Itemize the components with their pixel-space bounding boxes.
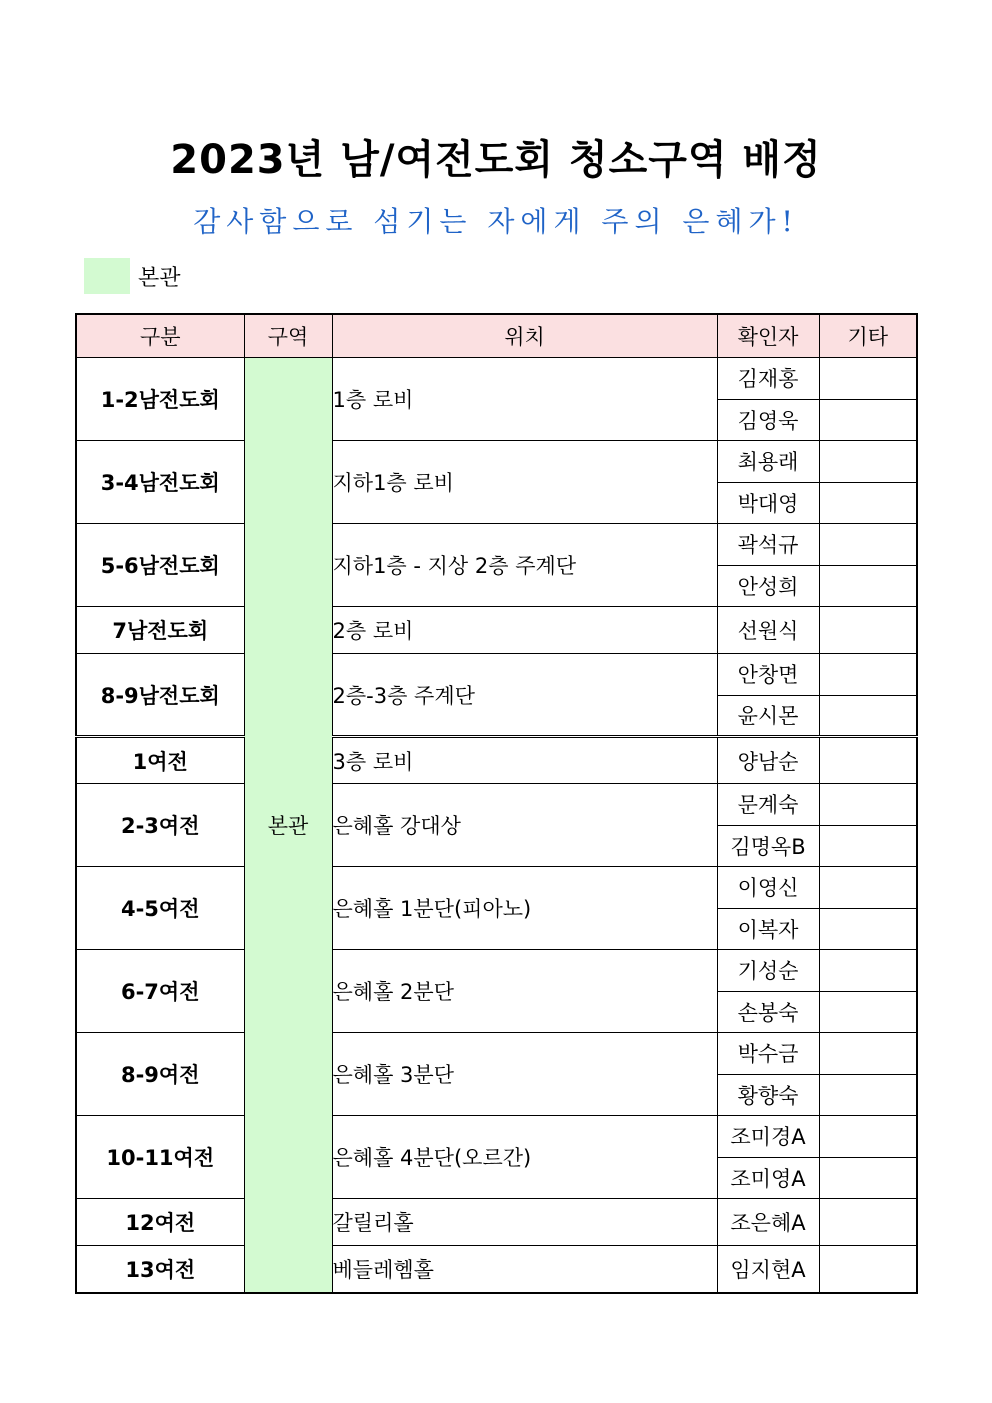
group-cell: 10-11여전 [76, 1116, 244, 1199]
location-cell: 은혜홀 3분단 [332, 1033, 717, 1116]
group-cell: 8-9여전 [76, 1033, 244, 1116]
group-cell: 2-3여전 [76, 784, 244, 867]
checker-cell: 윤시몬 [717, 695, 819, 737]
header-group: 구분 [76, 314, 244, 358]
etc-cell[interactable] [819, 991, 917, 1033]
etc-cell[interactable] [819, 908, 917, 950]
legend-swatch [84, 258, 130, 294]
etc-cell[interactable] [819, 524, 917, 566]
location-cell: 갈릴리홀 [332, 1199, 717, 1246]
table-row [76, 1033, 917, 1075]
checker-cell: 문계숙 [717, 784, 819, 826]
etc-cell[interactable] [819, 441, 917, 483]
etc-cell[interactable] [819, 1199, 917, 1246]
table-row [76, 784, 917, 826]
checker-cell: 박수금 [717, 1033, 819, 1075]
location-cell: 은혜홀 강대상 [332, 784, 717, 867]
checker-cell: 곽석규 [717, 524, 819, 566]
etc-cell[interactable] [819, 737, 917, 784]
zone-cell: 본관 [244, 358, 332, 1293]
group-cell: 13여전 [76, 1246, 244, 1293]
checker-cell: 임지현A [717, 1246, 819, 1293]
etc-cell[interactable] [819, 867, 917, 909]
table-row [76, 1116, 917, 1158]
checker-cell: 이복자 [717, 908, 819, 950]
checker-cell: 선원식 [717, 607, 819, 654]
etc-cell[interactable] [819, 784, 917, 826]
etc-cell[interactable] [819, 482, 917, 524]
location-cell: 지하1층 - 지상 2층 주계단 [332, 524, 717, 607]
group-cell: 5-6남전도회 [76, 524, 244, 607]
checker-cell: 김영욱 [717, 399, 819, 441]
location-cell: 베들레헴홀 [332, 1246, 717, 1293]
checker-cell: 이영신 [717, 867, 819, 909]
header-zone: 구역 [244, 314, 332, 358]
header-checker: 확인자 [717, 314, 819, 358]
etc-cell[interactable] [819, 695, 917, 737]
table-row [76, 654, 917, 696]
etc-cell[interactable] [819, 1033, 917, 1075]
checker-cell: 김명옥B [717, 825, 819, 867]
etc-cell[interactable] [819, 565, 917, 607]
checker-cell: 조미경A [717, 1116, 819, 1158]
group-cell: 6-7여전 [76, 950, 244, 1033]
etc-cell[interactable] [819, 358, 917, 400]
etc-cell[interactable] [819, 825, 917, 867]
etc-cell[interactable] [819, 1116, 917, 1158]
location-cell: 지하1층 로비 [332, 441, 717, 524]
group-cell: 12여전 [76, 1199, 244, 1246]
checker-cell: 황향숙 [717, 1074, 819, 1116]
legend-label: 본관 [138, 265, 181, 291]
etc-cell[interactable] [819, 399, 917, 441]
checker-cell: 안창면 [717, 654, 819, 696]
table-row [76, 1199, 917, 1246]
page-title: 2023년 남/여전도회 청소구역 배정 [170, 137, 822, 183]
checker-cell: 손봉숙 [717, 991, 819, 1033]
group-cell: 1여전 [76, 737, 244, 784]
checker-cell: 최용래 [717, 441, 819, 483]
header-location: 위치 [332, 314, 717, 358]
table-row [76, 524, 917, 566]
table-row [76, 1246, 917, 1293]
etc-cell[interactable] [819, 950, 917, 992]
etc-cell[interactable] [819, 654, 917, 696]
checker-cell: 조미영A [717, 1157, 819, 1199]
legend [84, 258, 181, 294]
group-cell: 1-2남전도회 [76, 358, 244, 441]
checker-cell: 양남순 [717, 737, 819, 784]
checker-cell: 김재홍 [717, 358, 819, 400]
checker-cell: 박대영 [717, 482, 819, 524]
table-row [76, 950, 917, 992]
page-subtitle: 감사함으로 섬기는 자에게 주의 은혜가! [193, 205, 799, 238]
location-cell: 2층 로비 [332, 607, 717, 654]
location-cell: 3층 로비 [332, 737, 717, 784]
etc-cell[interactable] [819, 1157, 917, 1199]
checker-cell: 안성희 [717, 565, 819, 607]
location-cell: 은혜홀 4분단(오르간) [332, 1116, 717, 1199]
assignment-table-body [76, 358, 917, 1293]
etc-cell[interactable] [819, 1074, 917, 1116]
assignment-table [75, 313, 918, 1294]
location-cell: 1층 로비 [332, 358, 717, 441]
etc-cell[interactable] [819, 607, 917, 654]
table-row [76, 867, 917, 909]
group-cell: 7남전도회 [76, 607, 244, 654]
checker-cell: 기성순 [717, 950, 819, 992]
etc-cell[interactable] [819, 1246, 917, 1293]
location-cell: 2층-3층 주계단 [332, 654, 717, 737]
group-cell: 3-4남전도회 [76, 441, 244, 524]
table-row [76, 607, 917, 654]
group-cell: 4-5여전 [76, 867, 244, 950]
location-cell: 은혜홀 1분단(피아노) [332, 867, 717, 950]
header-etc: 기타 [819, 314, 917, 358]
table-row [76, 737, 917, 784]
table-row [76, 358, 917, 400]
location-cell: 은혜홀 2분단 [332, 950, 717, 1033]
table-row [76, 441, 917, 483]
group-cell: 8-9남전도회 [76, 654, 244, 737]
checker-cell: 조은혜A [717, 1199, 819, 1246]
